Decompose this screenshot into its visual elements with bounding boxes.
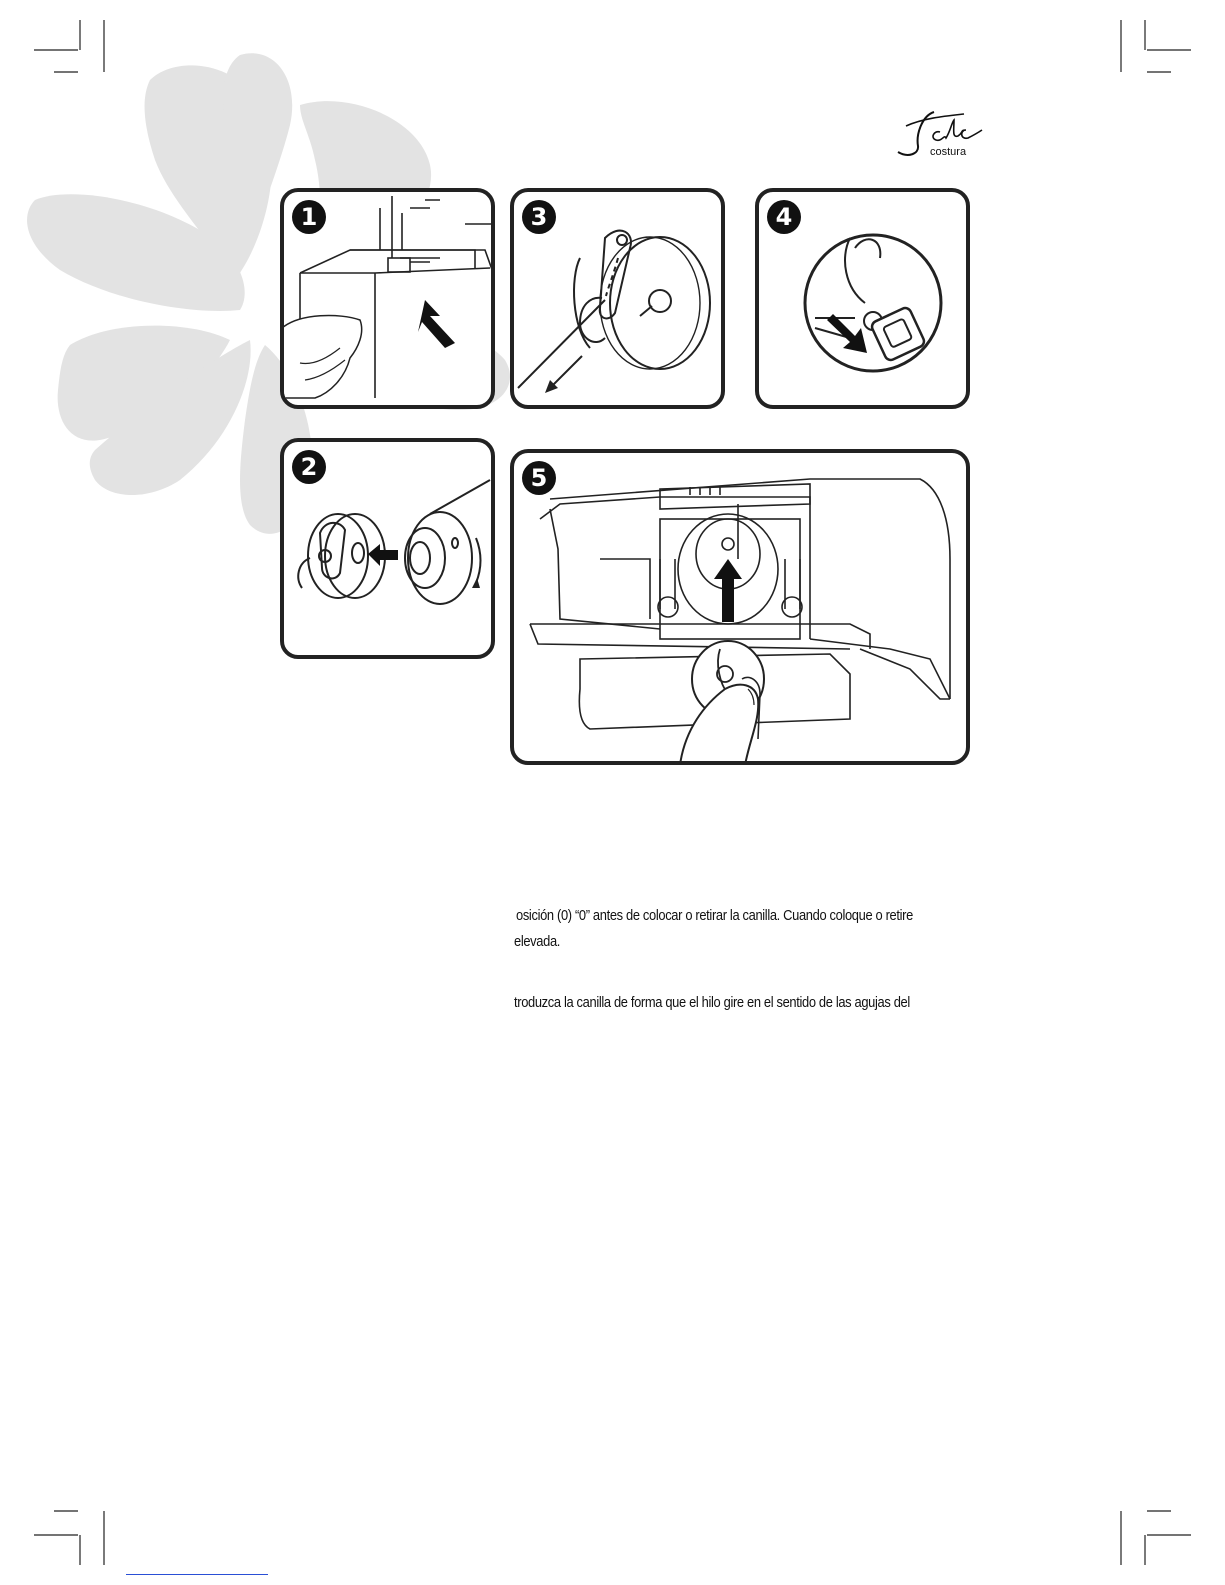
step-1-panel [280,188,495,409]
step-5-badge: 5 [522,461,556,495]
step-4-panel [755,188,970,409]
instruction-line-2: elevada. [514,933,561,950]
hyperlink-underline[interactable] [126,1574,268,1575]
insert-bobbin-illustration [280,438,495,659]
brand-subtitle: costura [930,146,967,158]
insert-bobbin-case-illustration [510,449,970,765]
step-3-badge: 3 [522,200,556,234]
step-2-panel [280,438,495,659]
step-1-badge: 1 [292,200,326,234]
step-4-badge: 4 [767,200,801,234]
open-latch-illustration [755,188,970,409]
pull-thread-illustration [510,188,725,409]
step-3-panel [510,188,725,409]
instruction-line-3: troduzca la canilla de forma que el hilo gire en el sentido de las agujas del [514,994,910,1011]
remove-cover-illustration [280,188,495,409]
step-5-panel [510,449,970,765]
instruction-line-1: osición (0) “0” antes de colocar o retirar la canilla. Cuando coloque o retire [516,907,913,924]
step-2-badge: 2 [292,450,326,484]
